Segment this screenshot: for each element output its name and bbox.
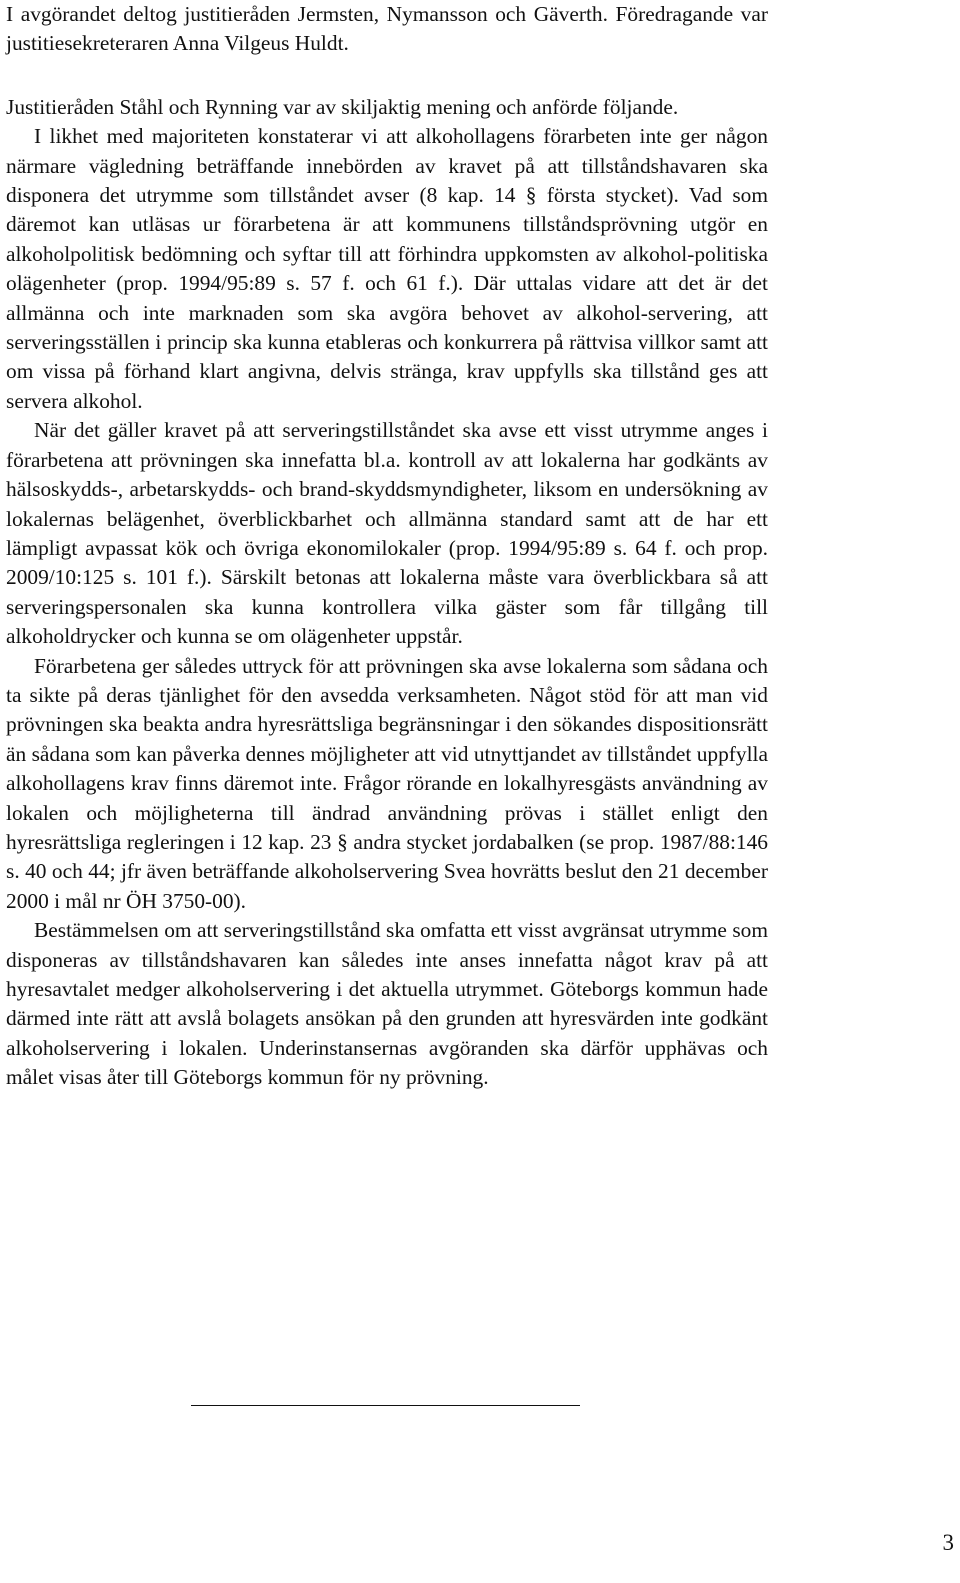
paragraph-2: När det gäller kravet på att serveringstillståndet ska avse ett visst utrymme anges i förarbetena att prövningen ska innefatta bl.a. kontroll av att lokalerna har godkänts av hälsoskydds-, arbetarskydds- och brand-skyddsmyndigheter, liksom en undersökning av lokalernas belägenhet, överblickbarhet och allmänna standard samt att de har ett lämpligt avpassat kök och övriga ekonomilokaler (prop. 1994/95:89 s. 64 f. och prop. 2009/10:125 s. 101 f.). Särskilt betonas att lokalerna måste vara överblickbara så att serveringspersonalen ska kunna kontrollera vilka gäster som får tillgång till alkoholdrycker och kunna se om olägenheter uppstår.	[6, 418, 768, 649]
intro-paragraph: I avgörandet deltog justitieråden Jermsten, Nymansson och Gäverth. Föredragande var justitiesekreteraren Anna Vilgeus Huldt.	[6, 2, 768, 56]
document-body	[6, 0, 768, 1093]
paragraph-1: I likhet med majoriteten konstaterar vi att alkohollagens förarbeten inte ger någon närmare vägledning beträffande innebörden av kravet på att tillståndshavaren ska disponera det utrymme som tillståndet avser (8 kap. 14 § första stycket). Vad som däremot kan utläsas ur förarbetena är att kommunens tillståndsprövning utgör en alkoholpolitisk bedömning och syftar till att förhindra uppkomsten av alkohol-politiska olägenheter (prop. 1994/95:89 s. 57 f. och 61 f.). Där uttalas vidare att det är det allmänna och inte marknaden som ska avgöra behovet av alkohol-servering, att serveringsställen i princip ska kunna etableras och konkurrera på rättvisa villkor samt att om vissa på förhand klart angivna, delvis stränga, krav uppfylls ska tillstånd ges att servera alkohol.	[6, 124, 768, 413]
paragraph-4: Bestämmelsen om att serveringstillstånd ska omfatta ett visst avgränsat utrymme som disponeras av tillståndshavaren kan således inte anses innefatta något krav på att hyresavtalet medger alkoholservering i det aktuella utrymmet. Göteborgs kommun hade därmed inte rätt att avslå bolagets ansökan på den grunden att hyresvärden inte godkänt alkoholservering i lokalen. Underinstansernas avgöranden ska därför upphävas och målet visas åter till Göteborgs kommun för ny prövning.	[6, 918, 768, 1090]
closing-rule	[191, 1405, 580, 1406]
paragraph-gap	[6, 59, 768, 93]
paragraph-3: Förarbetena ger således uttryck för att prövningen ska avse lokalerna som sådana och ta sikte på deras tjänlighet för den avsedda verksamheten. Något stöd för att man vid prövningen ska beakta andra hyresrättsliga begränsningar i den sökandes dispositionsrätt än sådana som kan påverka dennes möjligheter att vid utnyttjandet av tillståndet uppfylla alkohollagens krav finns däremot inte. Frågor rörande en lokalhyresgästs användning av lokalen och möjligheterna till ändrad användning prövas i stället enligt den hyresrättsliga regleringen i 12 kap. 23 § andra stycket jordabalken (se prop. 1987/88:146 s. 40 och 44; jfr även beträffande alkoholservering Svea hovrätts beslut den 21 december 2000 i mål nr ÖH 3750-00).	[6, 653, 768, 913]
page-number: 3	[942, 1530, 954, 1555]
dissent-intro: Justitieråden Ståhl och Rynning var av skiljaktig mening och anförde följande.	[6, 94, 679, 119]
